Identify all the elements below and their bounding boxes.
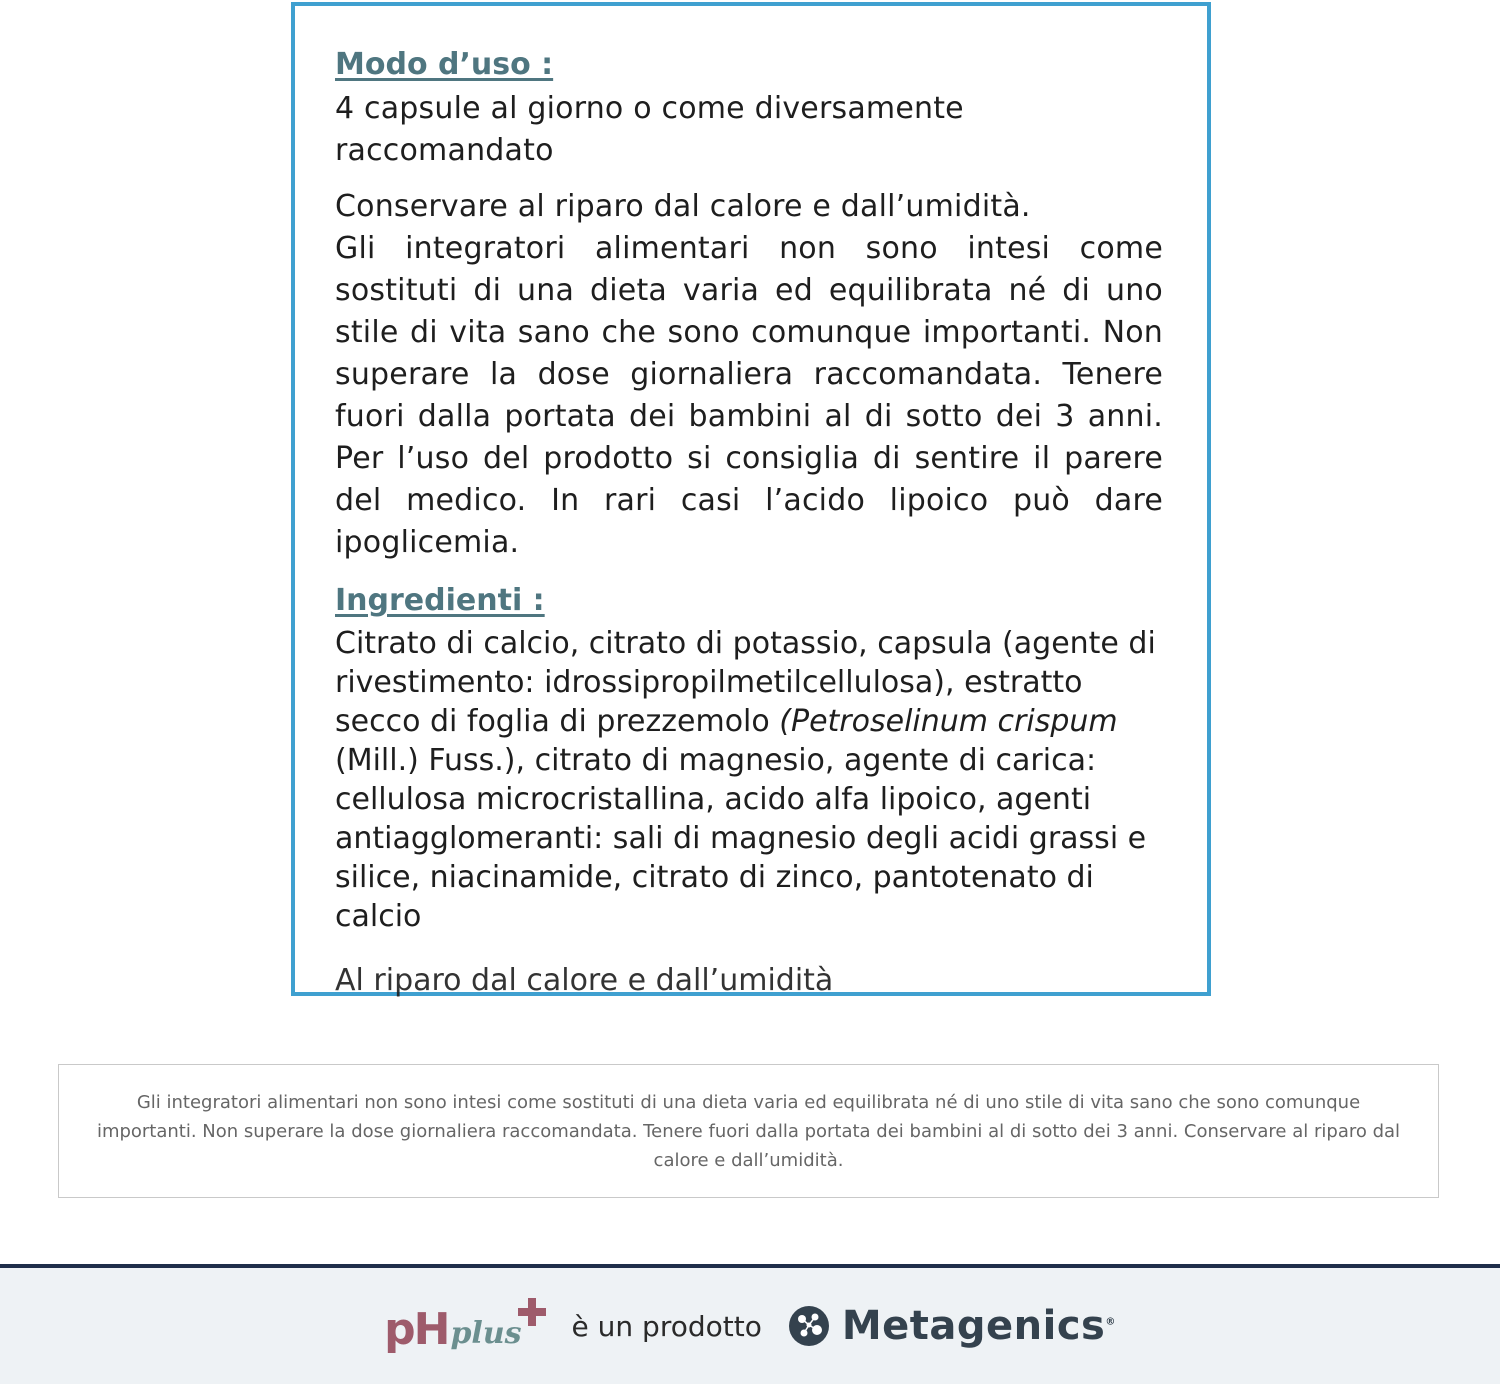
metagenics-wordmark: Metagenics [841, 1303, 1106, 1349]
ingredients-text [335, 624, 1163, 936]
metagenics-name [842, 1303, 1116, 1349]
warning-text: Gli integratori alimentari non sono intesi come sostituti di una dieta varia ed equilibrata né di uno stile di vita sano che sono comunque importanti. Non superare la dose giornaliera raccomandata. Tenere fuori dalla portata dei bambini al di sotto dei 3 anni. Per l’uso del prodotto si consiglia di sentire il parere del medico. In rari casi l’acido lipoico può dare ipoglicemia. [335, 231, 1163, 560]
phplus-logo-ph: pH [384, 1304, 449, 1355]
phplus-logo [384, 1296, 545, 1356]
usage-text: 4 capsule al giorno o come diversamente raccomandato [335, 91, 964, 168]
footer-brand-bar [0, 1264, 1500, 1384]
registered-mark: ® [1105, 1316, 1116, 1328]
disclaimer-box [58, 1064, 1439, 1198]
product-of-text: è un prodotto [571, 1309, 762, 1343]
usage-heading: Modo d’uso : [335, 47, 554, 82]
disclaimer-text: Gli integratori alimentari non sono intesi come sostituti di una dieta varia ed equilibrata né di uno stile di vita sano che sono comunque importanti. Non superare la dose giornaliera raccomandata. Tenere fuori dalla portata dei bambini al di sotto dei 3 anni. Conservare al riparo dal calore e dall’umidità. [96, 1091, 1401, 1171]
metagenics-logo [788, 1303, 1116, 1349]
ingredients-latin-name: (Petroselinum crispum [779, 704, 1118, 739]
metagenics-molecule-icon [788, 1305, 830, 1347]
storage-text: Conservare al riparo dal calore e dall’umidità. [335, 189, 1031, 224]
product-label-content [335, 42, 1163, 936]
ingredients-heading: Ingredienti : [335, 583, 545, 618]
ingredients-part-2: (Mill.) Fuss.), citrato di magnesio, agente di carica: cellulosa microcristallina, acido alfa lipoico, agenti antiagglomeranti: sali di magnesio degli acidi grassi e silice, niacinamide, citrato di zinco, pantotenato di calcio [335, 743, 1147, 934]
cut-off-text: Al riparo dal calore e dall’umidità [335, 963, 834, 998]
ingredients-part-1: Citrato di calcio, citrato di potassio, capsula (agente di rivestimento: idrossipropilmetilcellulosa), estratto secco di foglia di prezzemolo [335, 626, 1156, 739]
product-label-panel [291, 2, 1211, 996]
phplus-logo-plus: plus [450, 1316, 522, 1351]
plus-cross-icon [518, 1296, 546, 1332]
